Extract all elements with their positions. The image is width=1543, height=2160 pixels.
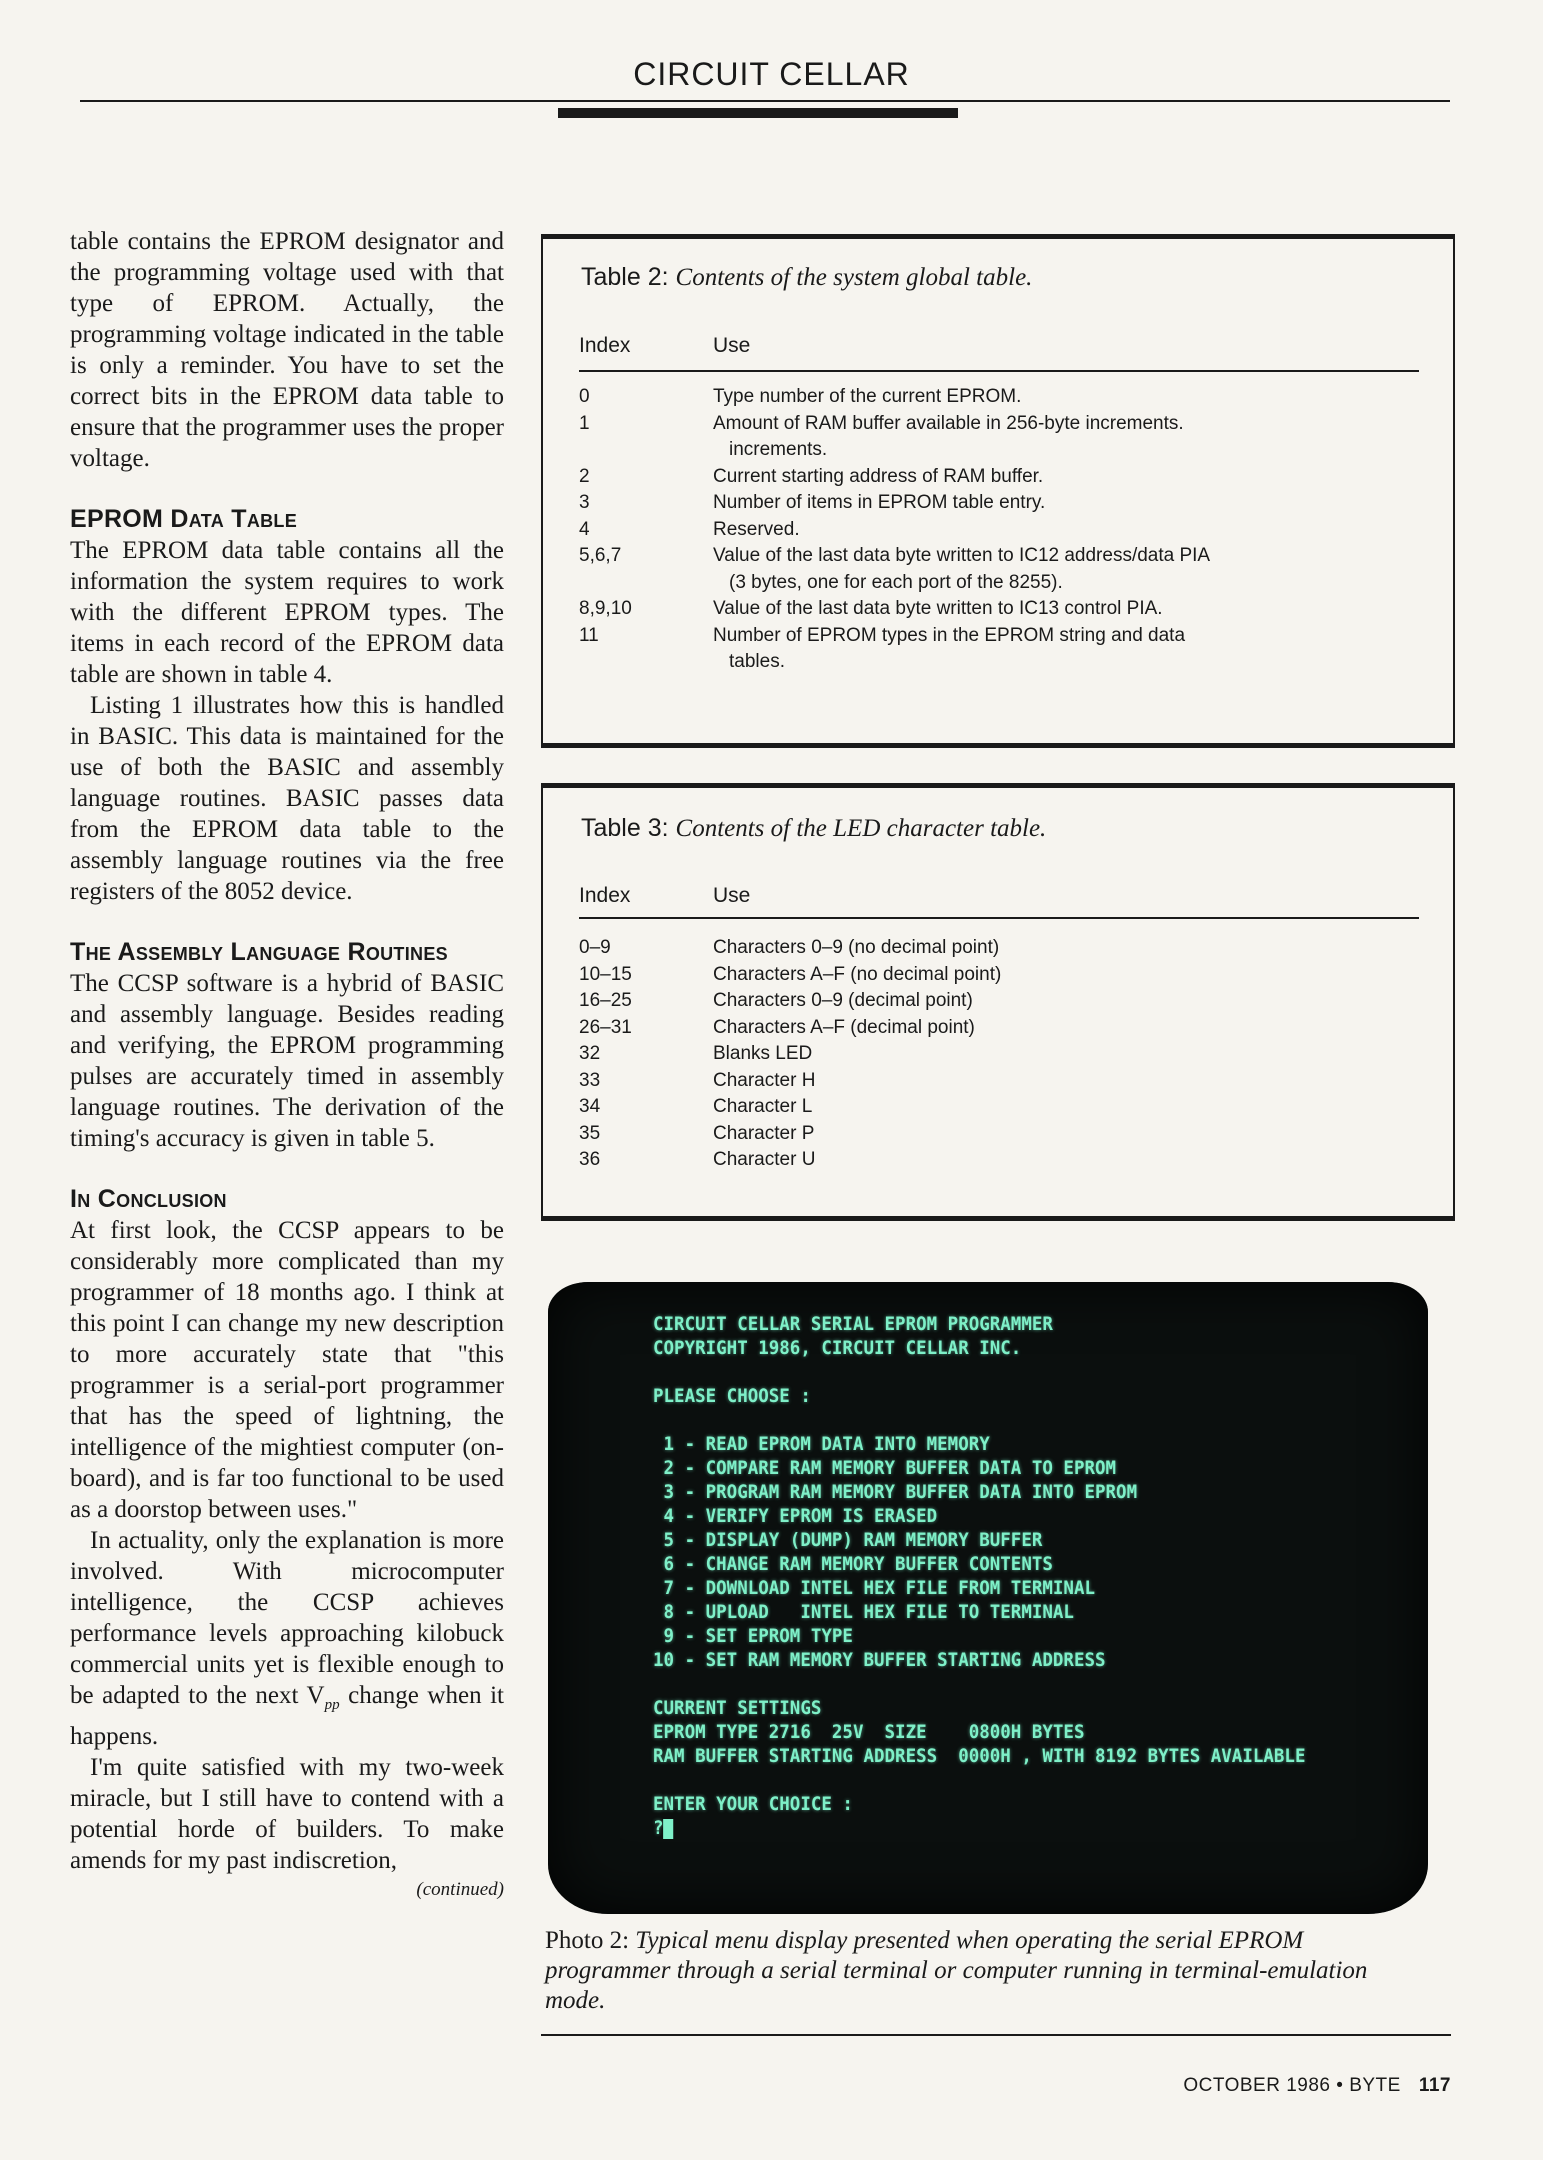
table-2 bbox=[541, 234, 1455, 748]
table-row bbox=[579, 988, 1433, 1015]
terminal-line-text: CURRENT SETTINGS bbox=[653, 1697, 822, 1719]
cell-index: 5,6,7 bbox=[579, 545, 622, 566]
cell-use-text: Characters 0–9 (no decimal point) bbox=[713, 937, 1000, 958]
table-row bbox=[579, 464, 1433, 491]
terminal-line bbox=[653, 1552, 1334, 1576]
cell-use bbox=[713, 517, 1433, 544]
running-header: CIRCUIT CELLAR bbox=[633, 56, 910, 92]
terminal-line-text: 5 - DISPLAY (DUMP) RAM MEMORY BUFFER bbox=[653, 1529, 1043, 1551]
photo-label: Photo 2: bbox=[545, 1927, 630, 1954]
cell-index: 35 bbox=[579, 1122, 601, 1144]
table-row bbox=[579, 962, 1433, 989]
paragraph-text: change when it happens. bbox=[70, 1682, 504, 1750]
terminal-line bbox=[653, 1696, 1334, 1720]
table-caption bbox=[581, 814, 1046, 843]
cell-use bbox=[713, 464, 1433, 491]
table-body bbox=[579, 935, 1433, 1174]
table-row bbox=[579, 1121, 1433, 1148]
terminal-line bbox=[653, 1576, 1334, 1600]
terminal-line bbox=[653, 1672, 1334, 1696]
cell-use-text: Amount of RAM buffer available in 256-byte increments. bbox=[713, 412, 1184, 434]
header-rule bbox=[579, 917, 1419, 919]
cell-index: 11 bbox=[579, 624, 599, 646]
table-row bbox=[579, 411, 1433, 464]
photo-caption bbox=[545, 1926, 1425, 2016]
cell-use-continuation: increments. bbox=[729, 439, 828, 460]
terminal-line-text: ENTER YOUR CHOICE : bbox=[653, 1793, 853, 1815]
paragraph: The CCSP software is a hybrid of BASIC and assembly language. Besides reading and verifying, the EPROM programming pulses are accurately timed in assembly language routines. The derivation of the timing's accuracy is given in table 5. bbox=[70, 970, 504, 1152]
cell-use bbox=[713, 962, 1433, 989]
cell-use-text: Value of the last data byte written to IC12 address/data PIA bbox=[713, 545, 1211, 566]
section-heading: In Conclusion bbox=[70, 1185, 227, 1213]
terminal-line bbox=[653, 1480, 1334, 1504]
cell-use-text: Character U bbox=[713, 1149, 816, 1170]
terminal-line bbox=[653, 1816, 1334, 1840]
cell-index: 10–15 bbox=[579, 963, 632, 985]
table-row bbox=[579, 517, 1433, 544]
cell-use-text: Blanks LED bbox=[713, 1043, 813, 1064]
terminal-line-text: 3 - PROGRAM RAM MEMORY BUFFER DATA INTO EPROM bbox=[653, 1481, 1138, 1503]
paragraph: table contains the EPROM designator and the programming voltage used with that type of EPROM. Actually, the programming voltage indicated in the table is only a reminder. You have to set the correct bits in the EPROM data table to ensure that the programmer uses the proper voltage. bbox=[70, 228, 504, 472]
terminal-screen bbox=[653, 1312, 1334, 1840]
cell-use-text: Character H bbox=[713, 1069, 816, 1091]
cell-use bbox=[713, 543, 1433, 596]
section-heading: EPROM Data Table bbox=[70, 505, 298, 533]
terminal-line bbox=[653, 1504, 1334, 1528]
paragraph bbox=[70, 1525, 504, 1752]
terminal-line bbox=[653, 1792, 1334, 1816]
cell-use bbox=[713, 1121, 1433, 1148]
table-body bbox=[579, 384, 1433, 676]
cell-index: 32 bbox=[579, 1043, 601, 1064]
cell-use bbox=[713, 1068, 1433, 1095]
cell-use-text: Characters A–F (decimal point) bbox=[713, 1016, 975, 1038]
cell-use bbox=[713, 384, 1433, 411]
header-bar bbox=[558, 108, 958, 118]
table-label: Table 3: bbox=[581, 814, 669, 842]
terminal-line-text: EPROM TYPE 2716 25V SIZE 0800H BYTES bbox=[653, 1721, 1085, 1743]
terminal-line bbox=[653, 1744, 1334, 1768]
cell-use-text: Character P bbox=[713, 1122, 815, 1144]
terminal-line bbox=[653, 1528, 1334, 1552]
cell-index: 34 bbox=[579, 1096, 601, 1117]
terminal-line bbox=[653, 1360, 1334, 1384]
cell-use bbox=[713, 1041, 1433, 1068]
table-row bbox=[579, 1068, 1433, 1095]
column-header-use: Use bbox=[713, 334, 751, 357]
cell-use bbox=[713, 1015, 1433, 1042]
footer-date: OCTOBER 1986 • BYTE bbox=[1183, 2075, 1401, 2096]
cell-use-text: Reserved. bbox=[713, 518, 800, 540]
terminal-line-text: CIRCUIT CELLAR SERIAL EPROM PROGRAMMER bbox=[653, 1313, 1053, 1335]
cell-use bbox=[713, 1147, 1433, 1174]
cell-index: 26–31 bbox=[579, 1016, 632, 1038]
cell-index: 0 bbox=[579, 386, 590, 407]
cell-use-text: Value of the last data byte written to IC13 control PIA. bbox=[713, 598, 1163, 619]
table-row bbox=[579, 543, 1433, 596]
table-3 bbox=[541, 783, 1455, 1221]
page-footer bbox=[1183, 2075, 1451, 2097]
table-caption-text: Contents of the system global table. bbox=[675, 264, 1033, 291]
terminal-line bbox=[653, 1456, 1334, 1480]
cell-index: 33 bbox=[579, 1069, 601, 1091]
subscript: pp bbox=[324, 1697, 340, 1713]
terminal-line-text: 9 - SET EPROM TYPE bbox=[653, 1625, 853, 1647]
terminal-line bbox=[653, 1768, 1334, 1792]
terminal-line-text: ? bbox=[653, 1817, 664, 1839]
table-row bbox=[579, 1041, 1433, 1068]
terminal-line bbox=[653, 1624, 1334, 1648]
cell-index: 0–9 bbox=[579, 937, 611, 958]
terminal-line bbox=[653, 1408, 1334, 1432]
terminal-line bbox=[653, 1720, 1334, 1744]
continued-note: (continued) bbox=[416, 1879, 504, 1900]
cell-use-continuation: tables. bbox=[729, 651, 785, 672]
cell-use bbox=[713, 988, 1433, 1015]
cell-index: 2 bbox=[579, 465, 590, 487]
terminal-line bbox=[653, 1600, 1334, 1624]
cell-use bbox=[713, 596, 1433, 623]
cell-use-text: Type number of the current EPROM. bbox=[713, 386, 1022, 407]
table-row bbox=[579, 1094, 1433, 1121]
terminal-line-text: 1 - READ EPROM DATA INTO MEMORY bbox=[653, 1433, 990, 1455]
cell-use-text: Number of EPROM types in the EPROM string and data bbox=[713, 624, 1186, 646]
cell-use-text: Character L bbox=[713, 1096, 813, 1117]
terminal-line-text: 6 - CHANGE RAM MEMORY BUFFER CONTENTS bbox=[653, 1553, 1053, 1575]
section-heading: The Assembly Language Routines bbox=[70, 938, 448, 966]
column-header-use: Use bbox=[713, 884, 751, 907]
table-row bbox=[579, 623, 1433, 676]
cell-use bbox=[713, 1094, 1433, 1121]
paragraph: I'm quite satisfied with my two-week miracle, but I still have to contend with a potential horde of builders. To make amends for my past indiscretion, bbox=[70, 1754, 504, 1874]
terminal-line-text: 10 - SET RAM MEMORY BUFFER STARTING ADDRESS bbox=[653, 1649, 1106, 1671]
column-header-index: Index bbox=[579, 884, 631, 907]
column-header-index: Index bbox=[579, 334, 631, 357]
cell-index: 8,9,10 bbox=[579, 598, 632, 619]
table-row bbox=[579, 384, 1433, 411]
cell-use bbox=[713, 935, 1433, 962]
cell-use bbox=[713, 490, 1433, 517]
terminal-line bbox=[653, 1432, 1334, 1456]
cell-index: 4 bbox=[579, 518, 590, 540]
terminal-line-text: 7 - DOWNLOAD INTEL HEX FILE FROM TERMINAL bbox=[653, 1577, 1096, 1599]
terminal-line-text: PLEASE CHOOSE : bbox=[653, 1385, 811, 1407]
paragraph: The EPROM data table contains all the information the system requires to work with the different EPROM types. The items in each record of the EPROM data table are shown in table 4. bbox=[70, 537, 504, 688]
paragraph: At first look, the CCSP appears to be considerably more complicated than my programmer of 18 months ago. I think at this point I can change my new description to more accurately state that "this programmer is a serial-port programmer that has the speed of lightning, the intelligence of the mightiest computer (on-board), and is far too functional to be used as a doorstop between uses." bbox=[70, 1217, 504, 1523]
terminal-line-text: 4 - VERIFY EPROM IS ERASED bbox=[653, 1505, 938, 1527]
cell-use-text: Characters A–F (no decimal point) bbox=[713, 963, 1002, 985]
table-caption-text: Contents of the LED character table. bbox=[675, 815, 1047, 842]
cell-use bbox=[713, 623, 1433, 676]
table-row bbox=[579, 1147, 1433, 1174]
cell-index: 3 bbox=[579, 492, 590, 513]
paragraph-text: In actuality, only the explanation is more involved. With microcomputer intelligence, the CCSP achieves performance levels approaching kilobuck commercial units yet is flexible enough to be adapted to the next V bbox=[70, 1527, 504, 1709]
terminal-line-text: RAM BUFFER STARTING ADDRESS 0000H , WITH 8192 BYTES AVAILABLE bbox=[653, 1745, 1306, 1767]
table-label: Table 2: bbox=[581, 263, 669, 291]
table-row bbox=[579, 935, 1433, 962]
terminal-line bbox=[653, 1648, 1334, 1672]
cell-index: 16–25 bbox=[579, 990, 632, 1011]
header-rule bbox=[80, 100, 1450, 102]
table-row bbox=[579, 596, 1433, 623]
header-rule bbox=[579, 370, 1419, 372]
left-column bbox=[70, 226, 504, 1902]
paragraph: Listing 1 illustrates how this is handled in BASIC. This data is maintained for the use of both the BASIC and assembly language routines. BASIC passes data from the EPROM data table to the assembly language routines via the free registers of the 8052 device. bbox=[70, 692, 504, 905]
table-caption bbox=[581, 263, 1032, 292]
table-row bbox=[579, 1015, 1433, 1042]
cell-use-text: Current starting address of RAM buffer. bbox=[713, 465, 1044, 487]
terminal-line-text: 8 - UPLOAD INTEL HEX FILE TO TERMINAL bbox=[653, 1601, 1074, 1623]
cell-use bbox=[713, 411, 1433, 464]
table-row bbox=[579, 490, 1433, 517]
terminal-photo bbox=[548, 1282, 1428, 1914]
terminal-line-text: COPYRIGHT 1986, CIRCUIT CELLAR INC. bbox=[653, 1337, 1022, 1359]
cell-use-continuation: (3 bytes, one for each port of the 8255). bbox=[729, 571, 1063, 593]
cell-use-text: Characters 0–9 (decimal point) bbox=[713, 990, 973, 1011]
cell-index: 1 bbox=[579, 412, 590, 434]
cell-index: 36 bbox=[579, 1149, 601, 1170]
cell-use-text: Number of items in EPROM table entry. bbox=[713, 492, 1046, 513]
terminal-line-text: 2 - COMPARE RAM MEMORY BUFFER DATA TO EPROM bbox=[653, 1457, 1117, 1479]
terminal-line bbox=[653, 1336, 1334, 1360]
footer-rule bbox=[541, 2034, 1451, 2036]
terminal-line bbox=[653, 1384, 1334, 1408]
terminal-line bbox=[653, 1312, 1334, 1336]
photo-caption-text: Typical menu display presented when operating the serial EPROM programmer through a serial terminal or computer running in terminal-emulation mode. bbox=[545, 1927, 1368, 2014]
cursor-block bbox=[664, 1819, 674, 1839]
page-number: 117 bbox=[1418, 2075, 1451, 2096]
